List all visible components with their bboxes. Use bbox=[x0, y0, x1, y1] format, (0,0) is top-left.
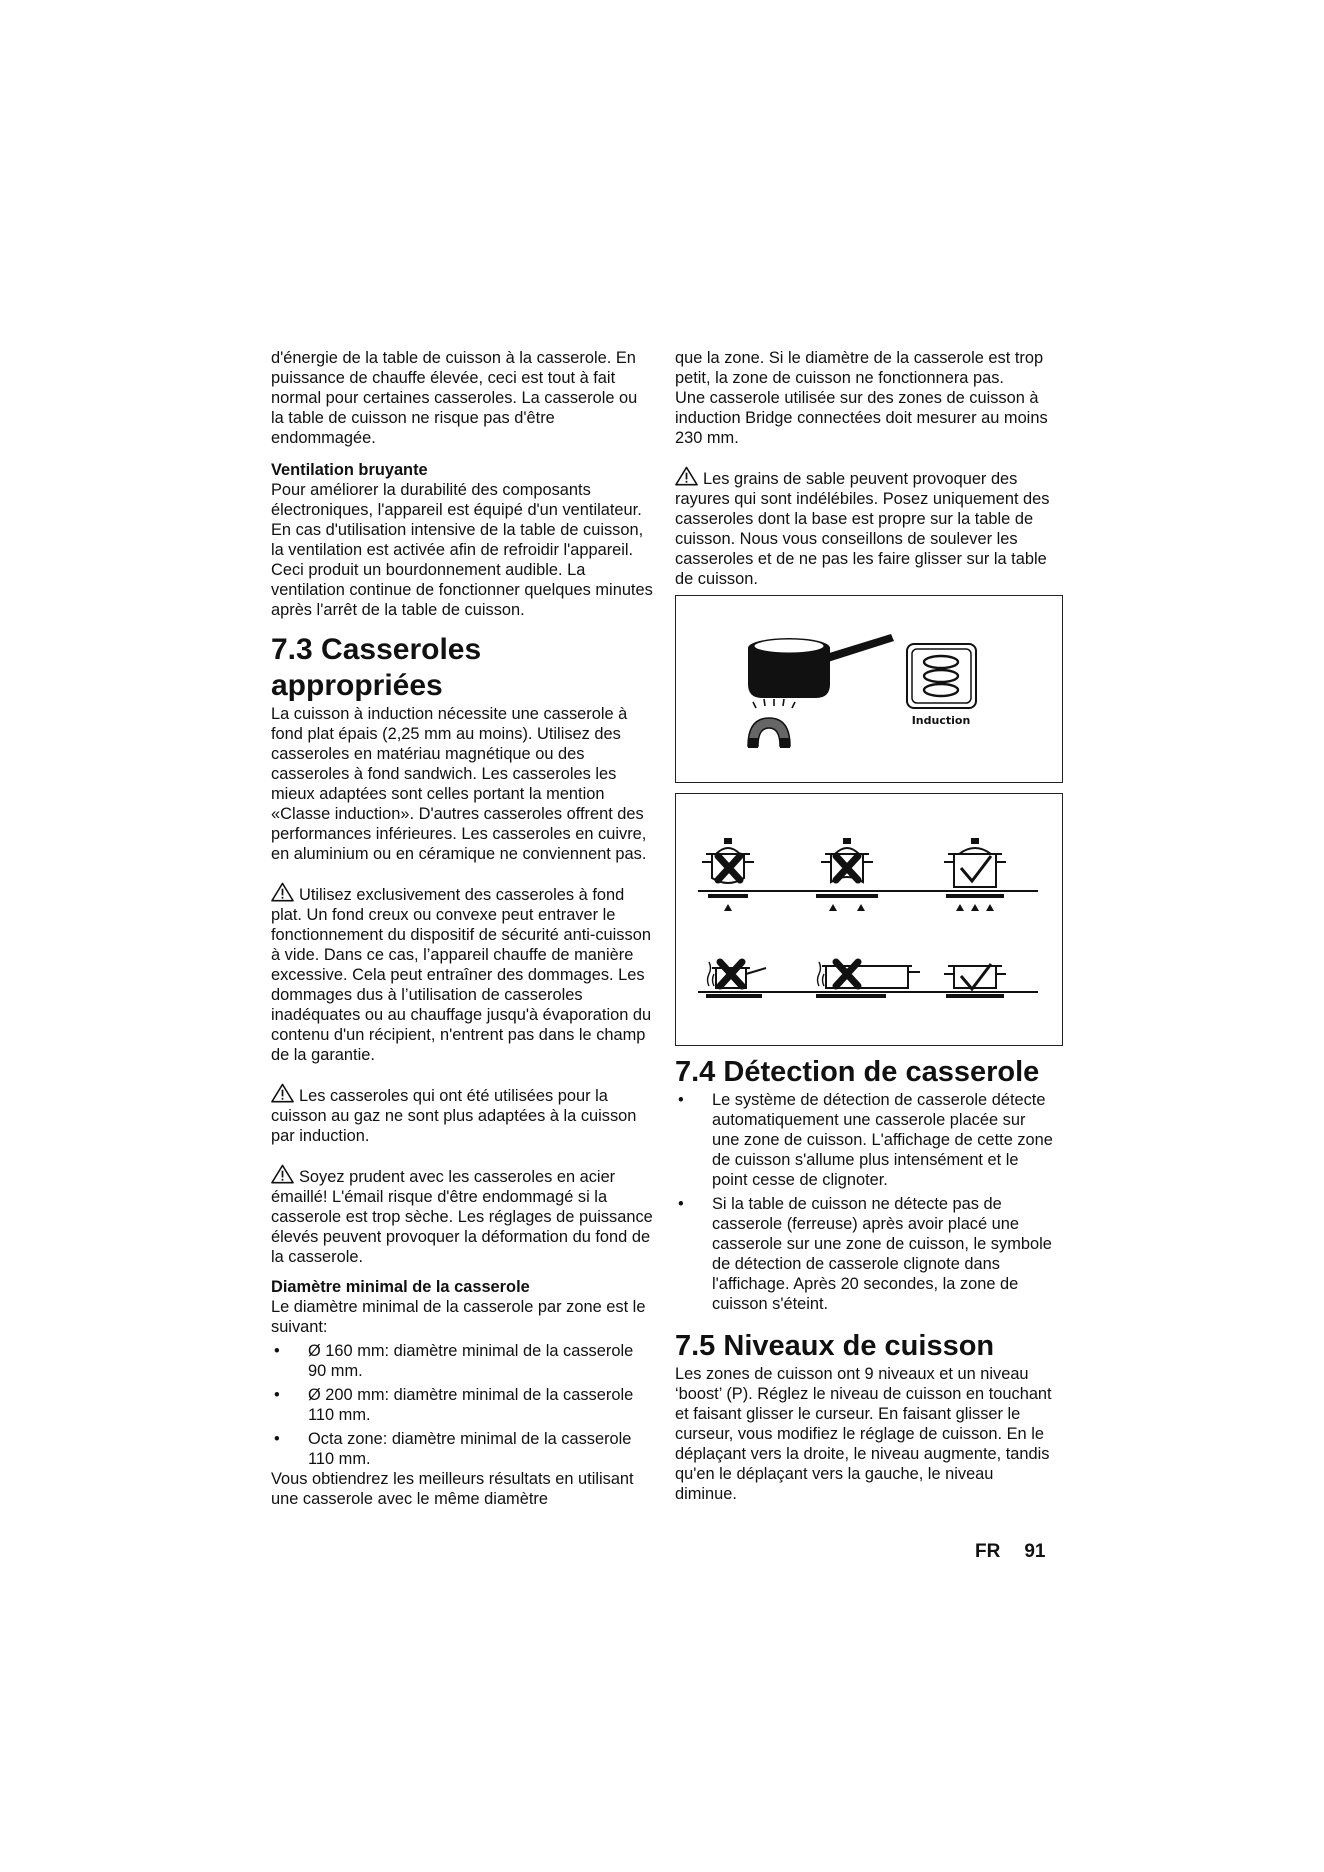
pan-detection-list bbox=[675, 1090, 1055, 1314]
bullet-icon: • bbox=[274, 1430, 280, 1449]
pan-suitability-illustration bbox=[676, 794, 1061, 1044]
section-7-5-paragraph: Les zones de cuisson ont 9 niveaux et un niveau ‘boost’ (P). Réglez le niveau de cuisson en touchant et faisant glisser le curseur. En faisant glisser le curseur, vous modifiez le réglage de cuisson. En le déplaçant vers la droite, le niveau augmente, tandis qu'en le déplaçant vers la gauche, le niveau diminue. bbox=[675, 1365, 1052, 1504]
list-item: • Si la table de cuisson ne détecte pas de casserole (ferreuse) après avoir placé une casserole sur une zone de cuisson, le symbole de détection de casserole clignote dans l'affichage. Après 20 secondes, la zone de cuisson s'éteint. bbox=[678, 1195, 1052, 1314]
ventilation-heading: Ventilation bruyante bbox=[271, 461, 428, 479]
warning-triangle-icon bbox=[271, 882, 294, 902]
warning-triangle-icon bbox=[271, 1083, 294, 1103]
warning-sand-text: Les grains de sable peuvent provoquer des rayures qui sont indélébiles. Posez uniquement des casseroles dont la base est propre sur la table de cuisson. Nous vous conseillons de soulever les casseroles et de ne pas les faire glisser sur la table de cuisson. bbox=[675, 470, 1050, 589]
min-diameter-intro: Le diamètre minimal de la casserole par zone est le suivant: bbox=[271, 1298, 646, 1337]
section-7-3-title: 7.3 Casseroles appropriées bbox=[271, 633, 482, 702]
pan-suitability-figure bbox=[675, 793, 1063, 1046]
min-diameter-list bbox=[271, 1341, 653, 1469]
section-7-4-title: 7.4 Détection de casserole bbox=[675, 1056, 1040, 1089]
bullet-icon: • bbox=[678, 1091, 684, 1110]
bullet-icon: • bbox=[274, 1386, 280, 1405]
bullet-icon: • bbox=[678, 1195, 684, 1214]
induction-label: Induction bbox=[911, 714, 971, 728]
warning-sand bbox=[675, 466, 1055, 589]
list-item: • Ø 160 mm: diamètre minimal de la casserole 90 mm. bbox=[274, 1342, 634, 1381]
min-diameter-heading: Diamètre minimal de la casserole bbox=[271, 1278, 530, 1297]
warning-triangle-icon bbox=[675, 466, 698, 486]
warning-flat-bottom bbox=[271, 882, 653, 1065]
left-column bbox=[271, 348, 653, 1509]
right-column bbox=[675, 348, 1055, 1504]
list-item: • Octa zone: diamètre minimal de la casserole 110 mm. bbox=[274, 1430, 632, 1469]
page-footer bbox=[975, 1541, 1045, 1563]
warning-flat-bottom-text: Utilisez exclusivement des casseroles à fond plat. Un fond creux ou convexe peut entraver le fonctionnement du dispositif de sécurité anti-cuisson à vide. Dans ce cas, l’appareil chauffe de manière excessive. Cela peut entraîner des dommages. Les dommages dus à l’utilisation de casseroles inadéquates ou au chauffage jusqu'à évaporation du contenu d'un récipient, n'entrent pas dans le champ de la garantie. bbox=[271, 886, 652, 1065]
list-item: • Le système de détection de casserole détecte automatiquement une casserole placée sur une zone de cuisson. L'affichage de cette zone de cuisson s'allume plus intensément et le point cesse de clignoter. bbox=[678, 1091, 1053, 1190]
continued-paragraph: que la zone. Si le diamètre de la casserole est trop petit, la zone de cuisson ne fonctionnera pas. bbox=[675, 349, 1044, 387]
warning-gas-pans-text: Les casseroles qui ont été utilisées pour la cuisson au gaz ne sont plus adaptées à la cuisson par induction. bbox=[271, 1087, 637, 1146]
list-item: • Ø 200 mm: diamètre minimal de la casserole 110 mm. bbox=[274, 1386, 634, 1425]
warning-enamel-text: Soyez prudent avec les casseroles en acier émaillé! L'émail risque d'être endommagé si la casserole est trop sèche. Les réglages de puissance élevés peuvent provoquer la déformation du fond de la casserole. bbox=[271, 1168, 653, 1267]
bridge-paragraph: Une casserole utilisée sur des zones de cuisson à induction Bridge connectées doit mesurer au moins 230 mm. bbox=[675, 389, 1048, 447]
bullet-icon: • bbox=[274, 1342, 280, 1361]
page-number: 91 bbox=[1024, 1541, 1046, 1562]
section-7-3-paragraph: La cuisson à induction nécessite une casserole à fond plat épais (2,25 mm au moins). Utilisez des casseroles en matériau magnétique ou des casseroles à fond sandwich. Les casseroles les mieux adaptées sont celles portant la mention «Classe induction». D'autres casseroles offrent des performances inférieures. Les casseroles en cuivre, en aluminium ou en céramique ne conviennent pas. bbox=[271, 705, 647, 863]
intro-paragraph: d'énergie de la table de cuisson à la casserole. En puissance de chauffe élevée, ceci est tout à fait normal pour certaines casseroles. La casserole ou la table de cuisson ne risque pas d'être endommagée. bbox=[271, 349, 638, 447]
ventilation-paragraph: Pour améliorer la durabilité des composants électroniques, l'appareil est équipé d'un ventilateur. En cas d'utilisation intensive de la table de cuisson, la ventilation est activée afin de refroidir l'appareil. Ceci produit un bourdonnement audible. La ventilation continue de fonctionner quelques minutes après l'arrêt de la table de cuisson. bbox=[271, 481, 653, 619]
warning-enamel bbox=[271, 1164, 653, 1267]
warning-triangle-icon bbox=[271, 1164, 294, 1184]
induction-figure bbox=[675, 595, 1063, 783]
min-diameter-outro: Vous obtiendrez les meilleurs résultats en utilisant une casserole avec le même diamètre bbox=[271, 1470, 634, 1509]
induction-illustration bbox=[676, 596, 1061, 781]
language-code: FR bbox=[975, 1541, 1001, 1562]
section-7-5-title: 7.5 Niveaux de cuisson bbox=[675, 1330, 995, 1363]
warning-gas-pans bbox=[271, 1083, 653, 1146]
